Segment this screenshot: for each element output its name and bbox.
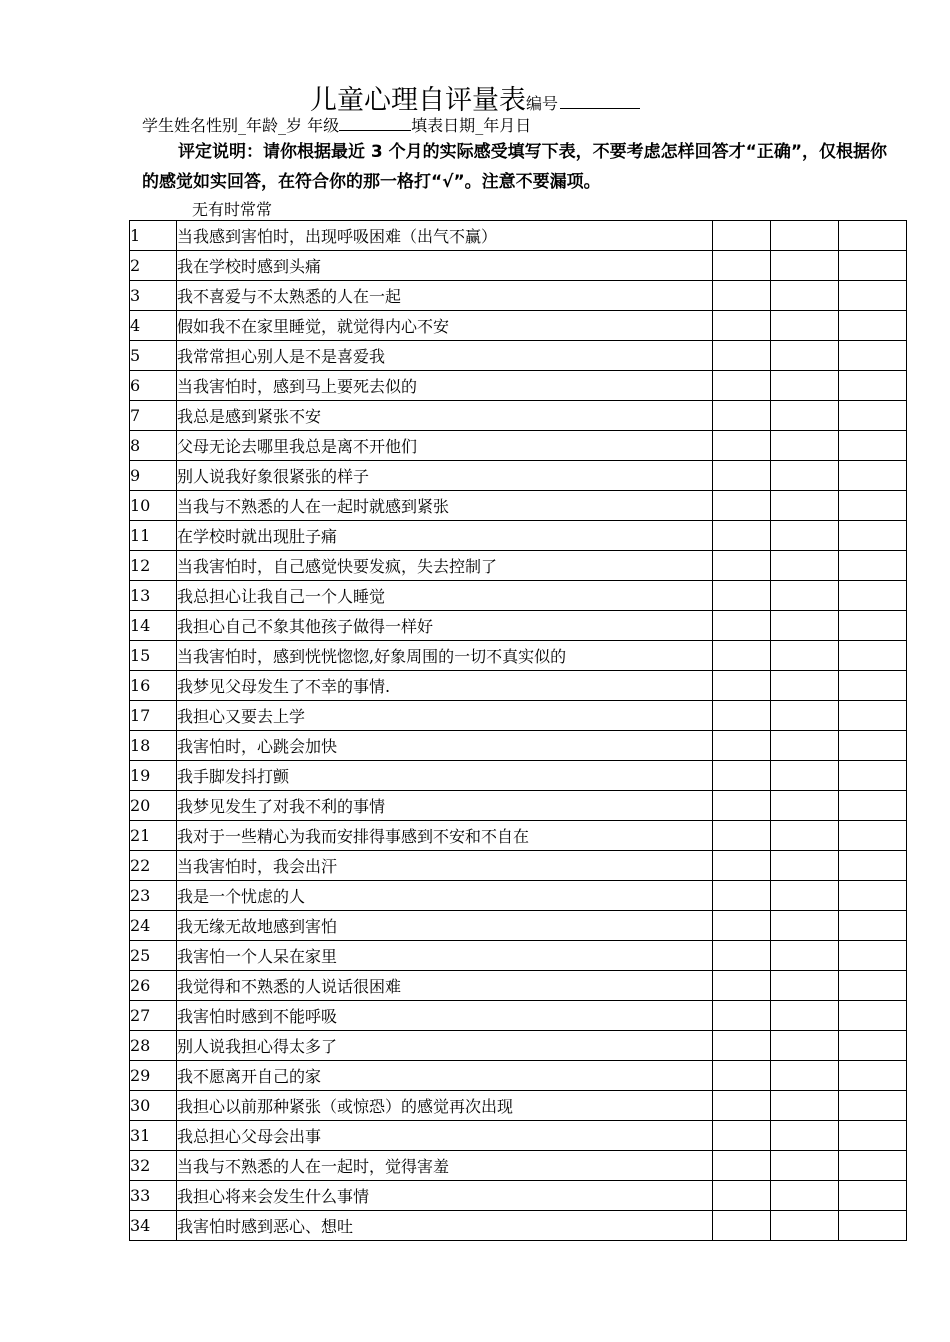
item-text: 我常常担心别人是不是喜爱我	[177, 341, 713, 371]
answer-cell-none[interactable]	[713, 551, 771, 581]
item-text: 我担心以前那种紧张（或惊恐）的感觉再次出现	[177, 1091, 713, 1121]
answer-cell-often[interactable]	[839, 1061, 907, 1091]
answer-cell-none[interactable]	[713, 401, 771, 431]
item-text: 我担心又要去上学	[177, 701, 713, 731]
table-row	[130, 311, 907, 341]
answer-cell-sometimes[interactable]	[771, 1181, 839, 1211]
item-text: 我不愿离开自己的家	[177, 1061, 713, 1091]
answer-cell-none[interactable]	[713, 671, 771, 701]
item-number: 29	[130, 1061, 177, 1091]
item-number: 15	[130, 641, 177, 671]
answer-cell-often[interactable]	[839, 1121, 907, 1151]
item-text: 我是一个忧虑的人	[177, 881, 713, 911]
serial-number-label: 编号	[525, 94, 558, 113]
table-row	[130, 911, 907, 941]
answer-cell-often[interactable]	[839, 281, 907, 311]
answer-cell-sometimes[interactable]	[771, 311, 839, 341]
answer-cell-often[interactable]	[839, 941, 907, 971]
answer-cell-none[interactable]	[713, 971, 771, 1001]
answer-cell-sometimes[interactable]	[771, 371, 839, 401]
item-number: 32	[130, 1151, 177, 1181]
table-row	[130, 851, 907, 881]
answer-cell-none[interactable]	[713, 1091, 771, 1121]
item-text: 我觉得和不熟悉的人说话很困难	[177, 971, 713, 1001]
table-row	[130, 431, 907, 461]
item-number: 22	[130, 851, 177, 881]
answer-cell-none[interactable]	[713, 371, 771, 401]
answer-cell-often[interactable]	[839, 1211, 907, 1241]
grade-field[interactable]	[339, 129, 411, 131]
item-number: 1	[130, 221, 177, 251]
answer-cell-sometimes[interactable]	[771, 821, 839, 851]
answer-cell-often[interactable]	[839, 701, 907, 731]
answer-cell-sometimes[interactable]	[771, 341, 839, 371]
item-number: 10	[130, 491, 177, 521]
answer-cell-none[interactable]	[713, 761, 771, 791]
answer-cell-sometimes[interactable]	[771, 521, 839, 551]
answer-cell-sometimes[interactable]	[771, 1091, 839, 1121]
answer-cell-none[interactable]	[713, 491, 771, 521]
day-label: 日	[515, 116, 532, 135]
item-text: 我担心将来会发生什么事情	[177, 1181, 713, 1211]
answer-cell-often[interactable]	[839, 341, 907, 371]
table-row	[130, 1151, 907, 1181]
serial-number-field[interactable]	[560, 107, 640, 109]
answer-cell-sometimes[interactable]	[771, 671, 839, 701]
answer-cell-none[interactable]	[713, 941, 771, 971]
item-number: 30	[130, 1091, 177, 1121]
item-number: 34	[130, 1211, 177, 1241]
answer-cell-often[interactable]	[839, 641, 907, 671]
answer-cell-sometimes[interactable]	[771, 251, 839, 281]
answer-cell-none[interactable]	[713, 611, 771, 641]
instructions-text: 评定说明：请你根据最近 3 个月的实际感受填写下表，不要考虑怎样回答才“正确”，仅根据你的感觉如实回答，在符合你的那一格打“√”。注意不要漏项。	[142, 142, 888, 192]
answer-cell-often[interactable]	[839, 1091, 907, 1121]
item-text: 我总是感到紧张不安	[177, 401, 713, 431]
item-number: 20	[130, 791, 177, 821]
answer-cell-sometimes[interactable]	[771, 461, 839, 491]
answer-cell-often[interactable]	[839, 611, 907, 641]
answer-cell-none[interactable]	[713, 311, 771, 341]
table-row	[130, 941, 907, 971]
item-number: 25	[130, 941, 177, 971]
item-text: 当我害怕时，感到马上要死去似的	[177, 371, 713, 401]
item-number: 33	[130, 1181, 177, 1211]
answer-cell-often[interactable]	[839, 1151, 907, 1181]
answer-cell-sometimes[interactable]	[771, 761, 839, 791]
item-number: 26	[130, 971, 177, 1001]
item-text: 别人说我担心得太多了	[177, 1031, 713, 1061]
answer-cell-none[interactable]	[713, 821, 771, 851]
table-row	[130, 641, 907, 671]
answer-cell-often[interactable]	[839, 431, 907, 461]
answer-cell-none[interactable]	[713, 221, 771, 251]
table-row	[130, 221, 907, 251]
answer-cell-often[interactable]	[839, 791, 907, 821]
answer-cell-sometimes[interactable]	[771, 491, 839, 521]
answer-cell-none[interactable]	[713, 251, 771, 281]
answer-cell-none[interactable]	[713, 1121, 771, 1151]
item-number: 18	[130, 731, 177, 761]
table-row	[130, 1121, 907, 1151]
page-title: 儿童心理自评量表	[309, 85, 526, 116]
table-row	[130, 821, 907, 851]
table-row	[130, 401, 907, 431]
table-row	[130, 611, 907, 641]
answer-cell-often[interactable]	[839, 881, 907, 911]
item-number: 8	[130, 431, 177, 461]
title-row	[0, 78, 950, 117]
answer-cell-sometimes[interactable]	[771, 581, 839, 611]
answer-cell-none[interactable]	[713, 1031, 771, 1061]
answer-cell-none[interactable]	[713, 1001, 771, 1031]
answer-cell-sometimes[interactable]	[771, 1151, 839, 1181]
item-text: 我在学校时感到头痛	[177, 251, 713, 281]
table-row	[130, 971, 907, 1001]
answer-cell-none[interactable]	[713, 641, 771, 671]
answer-cell-sometimes[interactable]	[771, 431, 839, 461]
item-text: 我梦见发生了对我不利的事情	[177, 791, 713, 821]
answer-cell-sometimes[interactable]	[771, 701, 839, 731]
table-row	[130, 791, 907, 821]
table-row	[130, 1091, 907, 1121]
item-number: 28	[130, 1031, 177, 1061]
item-text: 我总担心让我自己一个人睡觉	[177, 581, 713, 611]
item-number: 7	[130, 401, 177, 431]
answer-cell-none[interactable]	[713, 731, 771, 761]
table-row	[130, 1181, 907, 1211]
table-row	[130, 521, 907, 551]
gender-label: 性别	[206, 116, 239, 135]
answer-cell-none[interactable]	[713, 851, 771, 881]
item-number: 11	[130, 521, 177, 551]
age-label: 年龄	[246, 116, 279, 135]
answer-cell-none[interactable]	[713, 461, 771, 491]
item-text: 当我与不熟悉的人在一起时，觉得害羞	[177, 1151, 713, 1181]
answer-cell-none[interactable]	[713, 431, 771, 461]
answer-cell-sometimes[interactable]	[771, 791, 839, 821]
table-row	[130, 1061, 907, 1091]
item-text: 当我感到害怕时，出现呼吸困难（出气不赢）	[177, 221, 713, 251]
answer-cell-none[interactable]	[713, 1211, 771, 1241]
answer-cell-often[interactable]	[839, 971, 907, 1001]
item-number: 3	[130, 281, 177, 311]
answer-cell-none[interactable]	[713, 521, 771, 551]
item-number: 14	[130, 611, 177, 641]
answer-cell-none[interactable]	[713, 881, 771, 911]
item-text: 我害怕一个人呆在家里	[177, 941, 713, 971]
answer-cell-sometimes[interactable]	[771, 641, 839, 671]
answer-cell-none[interactable]	[713, 791, 771, 821]
item-number: 19	[130, 761, 177, 791]
item-number: 17	[130, 701, 177, 731]
table-row	[130, 1001, 907, 1031]
answer-column-header: 无有时常常	[192, 200, 273, 219]
table-row	[130, 1211, 907, 1241]
item-number: 13	[130, 581, 177, 611]
item-text: 当我害怕时，我会出汗	[177, 851, 713, 881]
item-number: 31	[130, 1121, 177, 1151]
month-label: 月	[499, 116, 516, 135]
name-label: 学生姓名	[142, 116, 207, 135]
answer-cell-often[interactable]	[839, 581, 907, 611]
answer-cell-sometimes[interactable]	[771, 401, 839, 431]
answer-cell-sometimes[interactable]	[771, 551, 839, 581]
item-text: 我梦见父母发生了不幸的事情.	[177, 671, 713, 701]
item-number: 6	[130, 371, 177, 401]
item-number: 2	[130, 251, 177, 281]
table-row	[130, 581, 907, 611]
table-row	[130, 491, 907, 521]
item-text: 别人说我好象很紧张的样子	[177, 461, 713, 491]
table-row	[130, 701, 907, 731]
answer-cell-often[interactable]	[839, 1181, 907, 1211]
answer-cell-often[interactable]	[839, 491, 907, 521]
answer-cell-sometimes[interactable]	[771, 281, 839, 311]
table-row	[130, 371, 907, 401]
answer-cell-sometimes[interactable]	[771, 851, 839, 881]
item-text: 我总担心父母会出事	[177, 1121, 713, 1151]
table-row	[130, 1031, 907, 1061]
answer-cell-sometimes[interactable]	[771, 1211, 839, 1241]
item-text: 父母无论去哪里我总是离不开他们	[177, 431, 713, 461]
age-unit: 岁	[286, 116, 303, 135]
answer-cell-often[interactable]	[839, 851, 907, 881]
item-number: 24	[130, 911, 177, 941]
table-row	[130, 671, 907, 701]
answer-cell-sometimes[interactable]	[771, 731, 839, 761]
table-row	[130, 731, 907, 761]
answer-cell-sometimes[interactable]	[771, 1001, 839, 1031]
item-text: 我害怕时感到恶心、想吐	[177, 1211, 713, 1241]
answer-cell-sometimes[interactable]	[771, 971, 839, 1001]
table-row	[130, 551, 907, 581]
answer-cell-often[interactable]	[839, 671, 907, 701]
answer-cell-often[interactable]	[839, 221, 907, 251]
item-text: 我害怕时，心跳会加快	[177, 731, 713, 761]
answer-cell-none[interactable]	[713, 911, 771, 941]
answer-cell-sometimes[interactable]	[771, 1121, 839, 1151]
item-text: 我害怕时感到不能呼吸	[177, 1001, 713, 1031]
item-number: 12	[130, 551, 177, 581]
table-row	[130, 881, 907, 911]
item-text: 我对于一些精心为我而安排得事感到不安和不自在	[177, 821, 713, 851]
answer-cell-often[interactable]	[839, 761, 907, 791]
item-number: 27	[130, 1001, 177, 1031]
answer-cell-none[interactable]	[713, 701, 771, 731]
year-label: 年	[483, 116, 500, 135]
item-text: 我担心自己不象其他孩子做得一样好	[177, 611, 713, 641]
answer-cell-often[interactable]	[839, 521, 907, 551]
item-number: 9	[130, 461, 177, 491]
answer-cell-often[interactable]	[839, 821, 907, 851]
date-label: 填表日期	[411, 116, 476, 135]
answer-cell-often[interactable]	[839, 551, 907, 581]
item-text: 在学校时就出现肚子痛	[177, 521, 713, 551]
answer-cell-sometimes[interactable]	[771, 911, 839, 941]
item-text: 我不喜爱与不太熟悉的人在一起	[177, 281, 713, 311]
grade-label: 年级	[307, 116, 340, 135]
answer-cell-often[interactable]	[839, 401, 907, 431]
answer-cell-often[interactable]	[839, 251, 907, 281]
table-row	[130, 461, 907, 491]
answer-cell-often[interactable]	[839, 731, 907, 761]
answer-cell-none[interactable]	[713, 341, 771, 371]
answer-cell-often[interactable]	[839, 1031, 907, 1061]
item-text: 我无缘无故地感到害怕	[177, 911, 713, 941]
item-number: 16	[130, 671, 177, 701]
answer-cell-often[interactable]	[839, 311, 907, 341]
item-number: 5	[130, 341, 177, 371]
item-text: 假如我不在家里睡觉，就觉得内心不安	[177, 311, 713, 341]
survey-table	[129, 220, 907, 1241]
item-text: 我手脚发抖打颤	[177, 761, 713, 791]
table-row	[130, 341, 907, 371]
table-row	[130, 761, 907, 791]
answer-cell-often[interactable]	[839, 1001, 907, 1031]
answer-cell-sometimes[interactable]	[771, 221, 839, 251]
item-number: 4	[130, 311, 177, 341]
answer-cell-sometimes[interactable]	[771, 881, 839, 911]
item-text: 当我害怕时，自己感觉快要发疯，失去控制了	[177, 551, 713, 581]
answer-cell-often[interactable]	[839, 371, 907, 401]
answer-cell-none[interactable]	[713, 1061, 771, 1091]
answer-cell-often[interactable]	[839, 461, 907, 491]
table-row	[130, 281, 907, 311]
answer-cell-sometimes[interactable]	[771, 1031, 839, 1061]
item-number: 21	[130, 821, 177, 851]
item-number: 23	[130, 881, 177, 911]
table-row	[130, 251, 907, 281]
answer-cell-none[interactable]	[713, 1181, 771, 1211]
answer-cell-none[interactable]	[713, 581, 771, 611]
answer-cell-sometimes[interactable]	[771, 1061, 839, 1091]
answer-cell-sometimes[interactable]	[771, 941, 839, 971]
item-text: 当我与不熟悉的人在一起时就感到紧张	[177, 491, 713, 521]
answer-cell-none[interactable]	[713, 281, 771, 311]
answer-cell-often[interactable]	[839, 911, 907, 941]
item-text: 当我害怕时，感到恍恍惚惚,好象周围的一切不真实似的	[177, 641, 713, 671]
answer-cell-sometimes[interactable]	[771, 611, 839, 641]
answer-cell-none[interactable]	[713, 1151, 771, 1181]
student-info-row: 学生姓名性别_年龄_岁 年级 填表日期_年月日	[142, 116, 532, 135]
